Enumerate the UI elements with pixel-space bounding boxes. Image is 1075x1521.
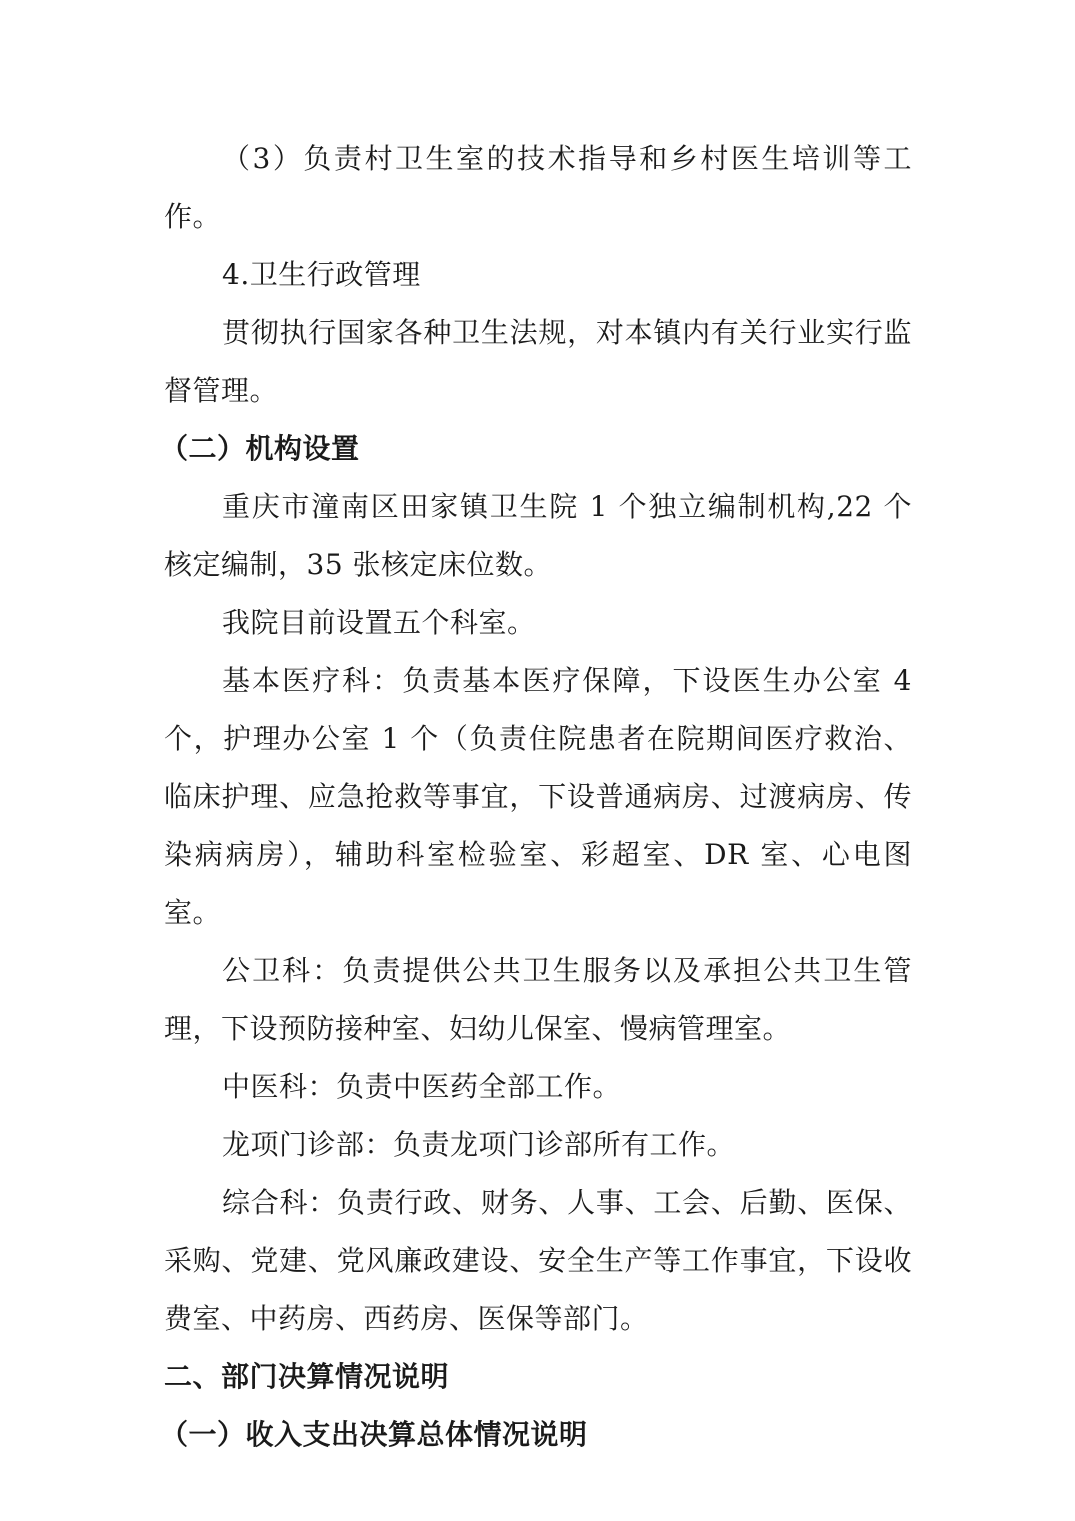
heading-org-setup: （二）机构设置: [160, 432, 360, 465]
paragraph-general-affairs: 综合科：负责行政、财务、人事、工会、后勤、医保、采购、党建、党风廉政建设、安全生产等工作事宜，下设收费室、中药房、西药房、医保等部门。: [164, 1186, 912, 1335]
paragraph-departments-intro: 我院目前设置五个科室。: [222, 606, 536, 639]
paragraph-longxiang-clinic: 龙项门诊部：负责龙项门诊部所有工作。: [222, 1128, 736, 1161]
paragraph-health-admin-title: 4.卫生行政管理: [222, 258, 421, 291]
paragraph-basic-medical: 基本医疗科：负责基本医疗保障，下设医生办公室 4 个，护理办公室 1 个（负责住院患者在院期间医疗救治、临床护理、应急抢救等事宜，下设普通病房、过渡病房、传染病病房），辅助科室检验室、彩超室、DR 室、心电图室。: [164, 664, 912, 929]
document-body: [160, 130, 912, 1464]
paragraph-village-clinic-guidance: （3）负责村卫生室的技术指导和乡村医生培训等工作。: [164, 142, 912, 233]
paragraph-org-count: 重庆市潼南区田家镇卫生院 1 个独立编制机构,22 个核定编制，35 张核定床位数。: [164, 490, 912, 581]
paragraph-public-health: 公卫科：负责提供公共卫生服务以及承担公共卫生管理，下设预防接种室、妇幼儿保室、慢病管理室。: [164, 954, 912, 1045]
paragraph-health-admin-desc: 贯彻执行国家各种卫生法规，对本镇内有关行业实行监督管理。: [164, 316, 912, 407]
paragraph-tcm: 中医科：负责中医药全部工作。: [222, 1070, 622, 1103]
heading-final-accounts: 二、部门决算情况说明: [164, 1360, 450, 1393]
heading-income-expense-overview: （一）收入支出决算总体情况说明: [160, 1418, 588, 1451]
